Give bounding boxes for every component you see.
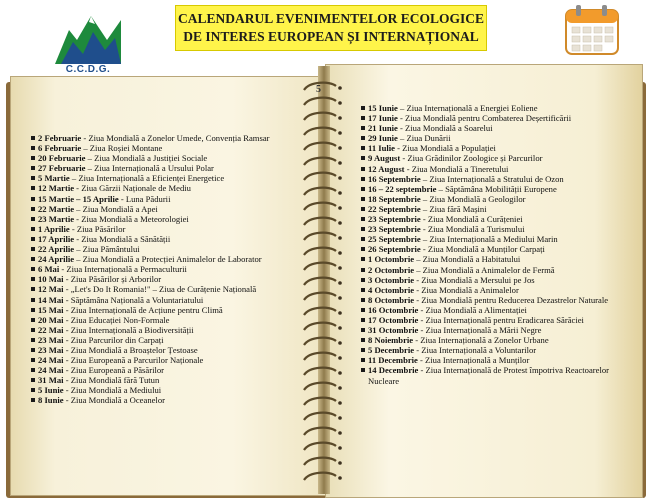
event-description: – Ziua Internațională a Stratului de Ozon	[420, 173, 564, 184]
event-date: 16 – 22 septembrie	[368, 183, 437, 194]
event-item	[31, 214, 306, 224]
event-item	[31, 234, 306, 244]
page-title	[175, 5, 487, 51]
event-description: - Ziua Gărzii Naționale de Mediu	[74, 183, 191, 194]
event-item	[361, 254, 623, 264]
event-item	[361, 244, 623, 254]
event-description: – Ziua Mondială a Protecției Animalelor de Laborator	[74, 254, 262, 265]
event-date: 8 Iunie	[38, 395, 64, 406]
ring-hole	[338, 266, 342, 270]
event-description: - Ziua Grădinilor Zoologice și Parcurilor	[400, 153, 543, 164]
event-date: 23 Mai	[38, 344, 64, 355]
right-event-list	[361, 103, 623, 386]
event-description: - Ziua Mondială a Munților Carpați	[420, 244, 545, 255]
event-date: 3 Octombrie	[368, 274, 415, 285]
event-item	[31, 264, 306, 274]
event-description: - „Let's Do It Romania!" – Ziua de Curățenie Națională	[63, 284, 257, 295]
event-date: 27 Februarie	[38, 163, 86, 174]
event-date: 26 Septembrie	[368, 244, 421, 255]
event-item	[361, 164, 623, 174]
event-date: 14 Decembrie	[368, 365, 419, 376]
event-date: 6 Februarie	[38, 143, 82, 154]
event-item	[31, 183, 306, 193]
binder-ring	[304, 143, 336, 150]
event-item	[31, 133, 306, 143]
event-item	[361, 123, 623, 133]
event-item	[31, 254, 306, 264]
binder-ring	[304, 278, 336, 285]
event-date: 10 Mai	[38, 274, 64, 285]
event-item	[361, 184, 623, 194]
event-item	[31, 224, 306, 234]
event-date: 9 August	[368, 153, 401, 164]
event-item	[31, 345, 306, 355]
ring-hole	[338, 206, 342, 210]
ring-hole	[338, 311, 342, 315]
event-description: - Ziua Mondială a Soarelui	[397, 123, 493, 134]
event-date: 23 Mai	[38, 334, 64, 345]
event-date: 20 Februarie	[38, 153, 86, 164]
event-item	[361, 143, 623, 153]
event-item	[361, 113, 623, 123]
event-date: 8 Octombrie	[368, 294, 415, 305]
event-description: – Ziua Mondială a Animalelor de Fermă	[414, 264, 555, 275]
event-item	[361, 295, 623, 305]
binder-ring	[304, 158, 336, 165]
event-item	[31, 305, 306, 315]
ring-hole	[338, 356, 342, 360]
ring-hole	[338, 131, 342, 135]
event-date: 11 Decembrie	[368, 355, 418, 366]
event-date: 31 Octombrie	[368, 325, 419, 336]
event-description: – Ziua Mondială a Geologilor	[420, 193, 526, 204]
binder-ring	[304, 203, 336, 210]
event-date: 2 Februarie	[38, 133, 82, 143]
ring-hole	[338, 101, 342, 105]
event-item	[31, 284, 306, 294]
ring-hole	[338, 221, 342, 225]
binder-ring	[304, 323, 336, 330]
binder-ring	[304, 473, 336, 480]
event-description: - Ziua Internațională a Zonelor Urbane	[413, 335, 549, 346]
event-description: – Ziua Internațională a Eficienței Energetice	[69, 173, 225, 184]
ring-hole	[338, 86, 342, 90]
ring-hole	[338, 341, 342, 345]
event-item	[361, 275, 623, 285]
event-date: 15 Mai	[38, 304, 64, 315]
event-description: - Ziua Internațională a Voluntarilor	[414, 345, 537, 356]
event-description: - Ziua Internațională pentru Eradicarea Sărăciei	[418, 314, 584, 325]
event-description: - Ziua Educației Non-Formale	[63, 314, 170, 325]
ring-hole	[338, 146, 342, 150]
event-item	[31, 244, 306, 254]
event-item	[31, 395, 306, 405]
event-item	[31, 204, 306, 214]
event-item	[361, 133, 623, 143]
event-date: 4 Octombrie	[368, 284, 415, 295]
event-date: 24 Mai	[38, 355, 64, 366]
ring-hole	[338, 236, 342, 240]
event-date: 5 Iunie	[38, 385, 64, 396]
event-item	[31, 335, 306, 345]
event-item	[31, 173, 306, 183]
event-description: - Ziua Păsărilor și Arborilor	[63, 274, 162, 285]
event-item	[361, 315, 623, 325]
event-item	[361, 355, 623, 365]
event-description: - Ziua Mondială a Populației	[394, 143, 496, 154]
event-item	[31, 163, 306, 173]
event-item	[31, 143, 306, 153]
event-date: 6 Mai	[38, 264, 60, 275]
mountain-logo-icon	[55, 10, 121, 64]
event-description: - Luna Pădurii	[118, 193, 171, 204]
event-item	[361, 174, 623, 184]
event-item	[361, 194, 623, 204]
binder-ring	[304, 338, 336, 345]
event-description: - Ziua Europeană a Parcurilor Naționale	[63, 355, 204, 366]
event-description: - Ziua Mondială pentru Combaterea Deșertificării	[397, 113, 572, 124]
event-description: – Ziua Mondială a Apei	[74, 203, 158, 214]
event-description: - Ziua Păsărilor	[69, 223, 126, 234]
event-date: 24 Mai	[38, 365, 64, 376]
event-date: 29 Iunie	[368, 133, 398, 144]
event-date: 17 Octombrie	[368, 314, 419, 325]
calendar-icon	[564, 4, 620, 56]
event-date: 12 Martie	[38, 183, 75, 194]
event-item	[361, 214, 623, 224]
binder-ring	[304, 413, 336, 420]
binder-ring	[304, 233, 336, 240]
event-date: 1 Octombrie	[368, 254, 415, 265]
event-description: – Ziua fără Mașini	[420, 203, 487, 214]
binder-ring	[304, 173, 336, 180]
event-date: 24 Aprilie	[38, 254, 75, 265]
ring-hole	[338, 176, 342, 180]
event-date: 22 Mai	[38, 324, 64, 335]
event-item	[361, 285, 623, 295]
event-description: – Ziua Dunării	[397, 133, 451, 144]
event-date: 22 Martie	[38, 203, 75, 214]
event-description: - Ziua Mondială fără Tutun	[63, 375, 160, 386]
event-item	[361, 365, 623, 385]
event-description: – Ziua Mondială a Habitatului	[414, 254, 521, 265]
event-description: - Ziua Mondială a Curățeniei	[420, 214, 523, 225]
event-description: - Ziua Internațională de Acțiune pentru Climă	[63, 304, 223, 315]
event-item	[31, 355, 306, 365]
binder-ring	[304, 113, 336, 120]
binder-ring	[304, 128, 336, 135]
binder-ring	[304, 443, 336, 450]
event-description: – Ziua Roșiei Montane	[81, 143, 163, 154]
event-item	[361, 345, 623, 355]
binder-ring	[304, 218, 336, 225]
event-description: - Ziua Internațională a Permaculturii	[59, 264, 187, 275]
event-description: - Ziua Internațională a Munților	[417, 355, 530, 366]
ring-hole	[338, 386, 342, 390]
event-description: - Ziua Mondială pentru Reducerea Dezastrelor Naturale	[414, 294, 609, 305]
event-description: – Ziua Internațională a Mediului Marin	[420, 234, 558, 245]
event-date: 5 Martie	[38, 173, 70, 184]
event-date: 15 Iunie	[368, 103, 398, 113]
event-description: - Ziua Mondială a Turismului	[420, 224, 525, 235]
ring-hole	[338, 251, 342, 255]
binder-ring	[304, 308, 336, 315]
event-item	[31, 325, 306, 335]
event-item	[361, 265, 623, 275]
event-date: 5 Decembrie	[368, 345, 415, 356]
event-date: 15 Martie – 15 Aprilie	[38, 193, 119, 204]
event-description: - Ziua Mondială a Mersului pe Jos	[414, 274, 535, 285]
event-description: - Săptămâna Națională a Voluntariatului	[63, 294, 204, 305]
event-date: 22 Aprilie	[38, 244, 75, 255]
ring-hole	[338, 446, 342, 450]
ring-hole	[338, 461, 342, 465]
logo-text: C.C.D.G.	[65, 64, 111, 75]
event-description: - Ziua Mondială a Sănătății	[74, 233, 171, 244]
event-description: - Ziua Mondială a Mediului	[63, 385, 162, 396]
page-number: 5	[316, 84, 321, 95]
ring-hole	[338, 476, 342, 480]
ring-hole	[338, 116, 342, 120]
event-date: 1 Aprilie	[38, 223, 70, 234]
event-description: - Ziua Mondială a Animalelor	[414, 284, 519, 295]
event-description: – Ziua Internațională a Energiei Eoliene	[397, 103, 538, 113]
event-date: 23 Martie	[38, 213, 75, 224]
event-item	[361, 335, 623, 345]
binder-ring	[304, 293, 336, 300]
title-line-2: DE INTERES EUROPEAN ȘI INTERNAȚIONAL	[183, 29, 479, 44]
event-date: 25 Septembrie	[368, 234, 421, 245]
event-item	[361, 234, 623, 244]
event-date: 18 Septembrie	[368, 193, 421, 204]
event-date: 12 Mai	[38, 284, 64, 295]
event-date: 21 Iunie	[368, 123, 398, 134]
event-description: - Ziua Europeană a Păsărilor	[63, 365, 165, 376]
event-description: – Săptămâna Mobilității Europene	[436, 183, 557, 194]
event-description: - Ziua Mondială a Alimentației	[418, 304, 527, 315]
event-item	[361, 153, 623, 163]
event-description: - Ziua Internațională de Protest împotriva Reactoarelor Nucleare	[368, 365, 610, 386]
event-item	[31, 295, 306, 305]
event-date: 8 Noiembrie	[368, 335, 414, 346]
ring-hole	[338, 191, 342, 195]
event-item	[361, 305, 623, 315]
event-description: - Ziua Mondială a Oceanelor	[63, 395, 165, 406]
binder-ring	[304, 353, 336, 360]
event-date: 22 Septembrie	[368, 203, 421, 214]
event-description: - Ziua Parcurilor din Carpați	[63, 334, 164, 345]
event-description: – Ziua Pământului	[74, 244, 140, 255]
left-event-list	[31, 133, 306, 406]
event-item	[31, 194, 306, 204]
binder-rings-icon	[300, 74, 348, 494]
event-item	[31, 365, 306, 375]
event-item	[31, 315, 306, 325]
event-date: 23 Septembrie	[368, 214, 421, 225]
event-date: 16 Octombrie	[368, 304, 419, 315]
event-date: 17 Iunie	[368, 113, 398, 124]
event-description: - Ziua Mondială a Broaștelor Țestoase	[63, 344, 198, 355]
event-date: 31 Mai	[38, 375, 64, 386]
event-description: – Ziua Internațională a Ursului Polar	[85, 163, 214, 174]
ring-hole	[338, 401, 342, 405]
ring-hole	[338, 371, 342, 375]
event-item	[31, 385, 306, 395]
event-item	[361, 325, 623, 335]
event-description: - Ziua Internațională a Biodiversității	[63, 324, 194, 335]
ring-hole	[338, 296, 342, 300]
event-date: 20 Mai	[38, 314, 64, 325]
ring-hole	[338, 416, 342, 420]
event-item	[31, 375, 306, 385]
ring-hole	[338, 431, 342, 435]
binder-ring	[304, 248, 336, 255]
event-date: 17 Aprilie	[38, 233, 75, 244]
event-item	[361, 204, 623, 214]
event-item	[361, 103, 623, 113]
title-line-1: CALENDARUL EVENIMENTELOR ECOLOGICE	[177, 11, 485, 26]
binder-ring	[304, 188, 336, 195]
event-description: - Ziua Mondială a Zonelor Umede, Convenția Ramsar	[81, 133, 270, 143]
ring-hole	[338, 281, 342, 285]
ring-hole	[338, 326, 342, 330]
event-description: - Ziua Mondială a Tineretului	[404, 163, 509, 174]
event-date: 2 Octombrie	[368, 264, 415, 275]
event-item	[361, 224, 623, 234]
binder-ring	[304, 263, 336, 270]
binder-ring	[304, 398, 336, 405]
event-description: - Ziua Mondială a Meteorologiei	[74, 213, 189, 224]
event-date: 16 Septembrie	[368, 173, 421, 184]
binder-ring	[304, 383, 336, 390]
event-date: 11 Iulie	[368, 143, 395, 154]
ccdg-logo	[55, 10, 121, 80]
event-date: 14 Mai	[38, 294, 64, 305]
binder-ring	[304, 458, 336, 465]
ring-hole	[338, 161, 342, 165]
event-item	[31, 274, 306, 284]
event-date: 12 August	[368, 163, 405, 174]
event-date: 23 Septembrie	[368, 224, 421, 235]
binder-ring	[304, 428, 336, 435]
binder-ring	[304, 98, 336, 105]
binder-ring	[304, 368, 336, 375]
event-description: – Ziua Mondială a Justiției Sociale	[85, 153, 208, 164]
event-item	[31, 153, 306, 163]
event-description: - Ziua Internațională a Mării Negre	[418, 325, 542, 336]
